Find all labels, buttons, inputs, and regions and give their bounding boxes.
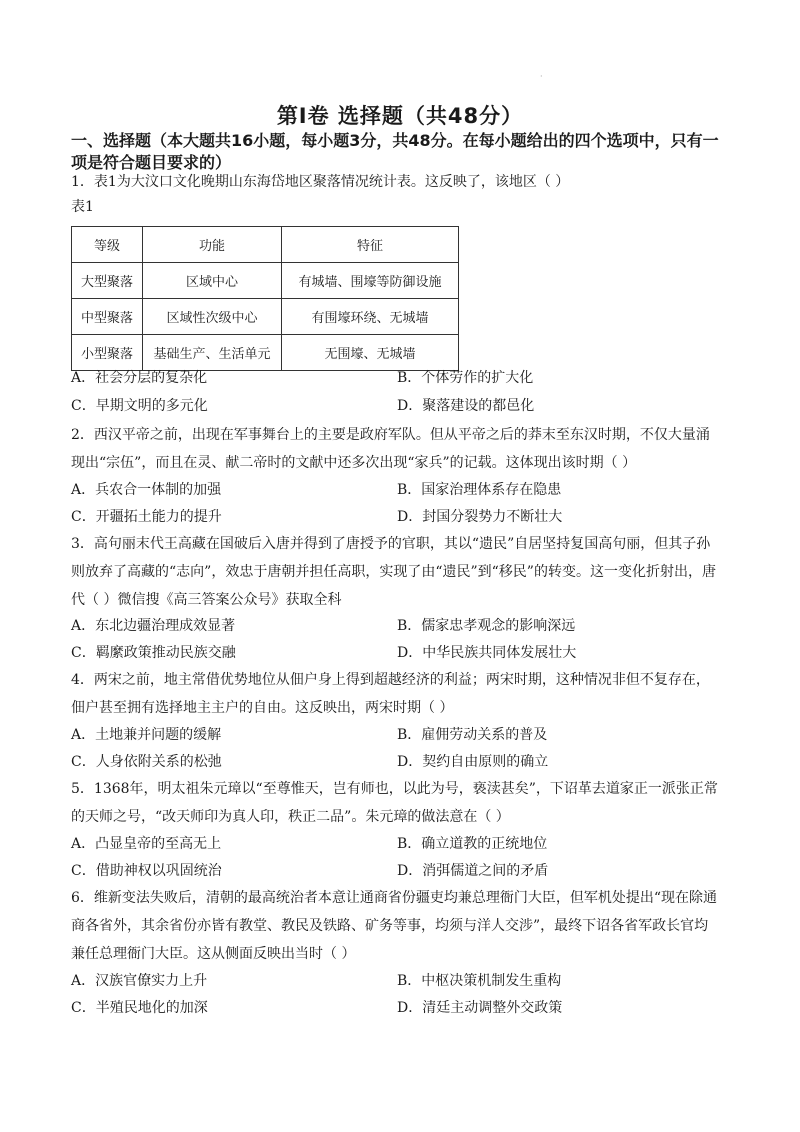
- question-line: 3．高句丽末代王高藏在国破后入唐并得到了唐授予的官职，其以“遗民”自居坚持复国高句丽，但其子孙: [71, 536, 711, 552]
- option-d[interactable]: D．中华民族共同体发展壮大: [397, 645, 577, 661]
- option-c[interactable]: C．人身依附关系的松弛: [71, 754, 222, 770]
- question-3-stem: [71, 530, 731, 614]
- table-cell: 大型聚落: [72, 263, 143, 299]
- options-row: [71, 970, 731, 996]
- table-cell: 中型聚落: [72, 299, 143, 335]
- option-c[interactable]: C．羁縻政策推动民族交融: [71, 645, 236, 661]
- option-d[interactable]: D．消弭儒道之间的矛盾: [397, 863, 549, 879]
- option-c[interactable]: C．早期文明的多元化: [71, 398, 208, 414]
- option-c[interactable]: C．半殖民地化的加深: [71, 1000, 208, 1016]
- table-cell: 有城墙、围壕等防御设施: [282, 263, 459, 299]
- table-row: [72, 335, 459, 371]
- question-5-stem: [71, 775, 731, 831]
- table-cell: 区域中心: [143, 263, 282, 299]
- option-d[interactable]: D．聚落建设的都邑化: [397, 398, 535, 414]
- options-row: [71, 395, 731, 421]
- option-c[interactable]: C．开疆拓土能力的提升: [71, 509, 222, 525]
- option-d[interactable]: D．封国分裂势力不断壮大: [397, 509, 563, 525]
- table-cell: 无围壕、无城墙: [282, 335, 459, 371]
- option-b[interactable]: B．确立道教的正统地位: [397, 836, 548, 852]
- page-title: 第Ⅰ卷 选择题（共48分）: [276, 104, 524, 128]
- options-row: [71, 751, 731, 777]
- options-row: [71, 506, 731, 532]
- table-header-cell: 等级: [72, 227, 143, 263]
- table-header-cell: 特征: [282, 227, 459, 263]
- question-line: 代（ ）微信搜《高三答案公众号》获取全科: [71, 592, 342, 608]
- table-row: [72, 263, 459, 299]
- question-line: 2．西汉平帝之前，出现在军事舞台上的主要是政府军队。但从平帝之后的莽末至东汉时期，不仅大量涌: [71, 427, 710, 443]
- question-line: 兼任总理衙门大臣。这从侧面反映出当时（ ）: [71, 946, 356, 962]
- table-cell: 小型聚落: [72, 335, 143, 371]
- question-1-stem: [71, 168, 731, 196]
- table-row: [72, 299, 459, 335]
- table-caption: 表1: [71, 199, 94, 215]
- scan-speck: ·: [540, 72, 543, 81]
- option-a[interactable]: A．凸显皇帝的至高无上: [71, 836, 222, 852]
- question-line: 佃户甚至拥有选择地主主户的自由。这反映出，两宋时期（ ）: [71, 700, 454, 716]
- question-line: 1．表1为大汶口文化晚期山东海岱地区聚落情况统计表。这反映了，该地区（ ）: [71, 174, 570, 190]
- table-cell: 基础生产、生活单元: [143, 335, 282, 371]
- option-a[interactable]: A．土地兼并问题的缓解: [71, 727, 222, 743]
- question-line: 的天师之号，“改天师印为真人印，秩正二品”。朱元璋的做法意在（ ）: [71, 809, 510, 825]
- table-cell: 有围壕环绕、无城墙: [282, 299, 459, 335]
- question-line: 5．1368年，明太祖朱元璋以“至尊惟天，岂有师也，以此为号，亵渎甚矣”，下诏革去道家正一派张正常: [71, 781, 718, 797]
- options-row: [71, 724, 731, 750]
- option-a[interactable]: A．汉族官僚实力上升: [71, 973, 208, 989]
- option-b[interactable]: B．个体劳作的扩大化: [397, 370, 534, 386]
- question-line: 4．两宋之前，地主常借优势地位从佃户身上得到超越经济的利益；两宋时期，这种情况非但不复存在，: [71, 672, 710, 688]
- option-d[interactable]: D．清廷主动调整外交政策: [397, 1000, 563, 1016]
- question-line: 则放弃了高藏的“志向”，效忠于唐朝并担任高职，实现了由“遗民”到“移民”的转变。这一变化折射出，唐: [71, 564, 716, 580]
- option-b[interactable]: B．中枢决策机制发生重构: [397, 973, 562, 989]
- table-header-cell: 功能: [143, 227, 282, 263]
- options-row: [71, 833, 731, 859]
- options-row: [71, 615, 731, 641]
- question-6-stem: [71, 884, 731, 968]
- question-line: 商各省外，其余省份亦皆有教堂、教民及铁路、矿务等事，均须与洋人交涉”，最终下诏各省军政长官均: [71, 918, 709, 934]
- options-row: [71, 997, 731, 1023]
- option-b[interactable]: B．雇佣劳动关系的普及: [397, 727, 548, 743]
- options-row: [71, 367, 731, 393]
- option-b[interactable]: B．儒家忠孝观念的影响深远: [397, 618, 576, 634]
- options-row: [71, 642, 731, 668]
- question-4-stem: [71, 666, 731, 722]
- options-row: [71, 479, 731, 505]
- question-2-stem: [71, 421, 731, 477]
- options-row: [71, 860, 731, 886]
- table-header-row: [72, 227, 459, 263]
- question-line: 现出“宗伍”，而且在灵、献二帝时的文献中还多次出现“家兵”的记载。这体现出该时期（ ）: [71, 455, 637, 471]
- option-c[interactable]: C．借助神权以巩固统治: [71, 863, 222, 879]
- option-a[interactable]: A．社会分层的复杂化: [71, 370, 208, 386]
- section-heading: 一、选择题（本大题共16小题，每小题3分，共48分。在每小题给出的四个选项中，只有一项是符合题目要求的）: [71, 131, 719, 172]
- option-d[interactable]: D．契约自由原则的确立: [397, 754, 549, 770]
- option-a[interactable]: A．兵农合一体制的加强: [71, 482, 222, 498]
- option-b[interactable]: B．国家治理体系存在隐患: [397, 482, 562, 498]
- settlement-table: [71, 226, 459, 371]
- option-a[interactable]: A．东北边疆治理成效显著: [71, 618, 236, 634]
- question-line: 6．维新变法失败后，清朝的最高统治者本意让通商省份疆吏均兼总理衙门大臣，但军机处提出“现在除通: [71, 890, 718, 906]
- table-cell: 区域性次级中心: [143, 299, 282, 335]
